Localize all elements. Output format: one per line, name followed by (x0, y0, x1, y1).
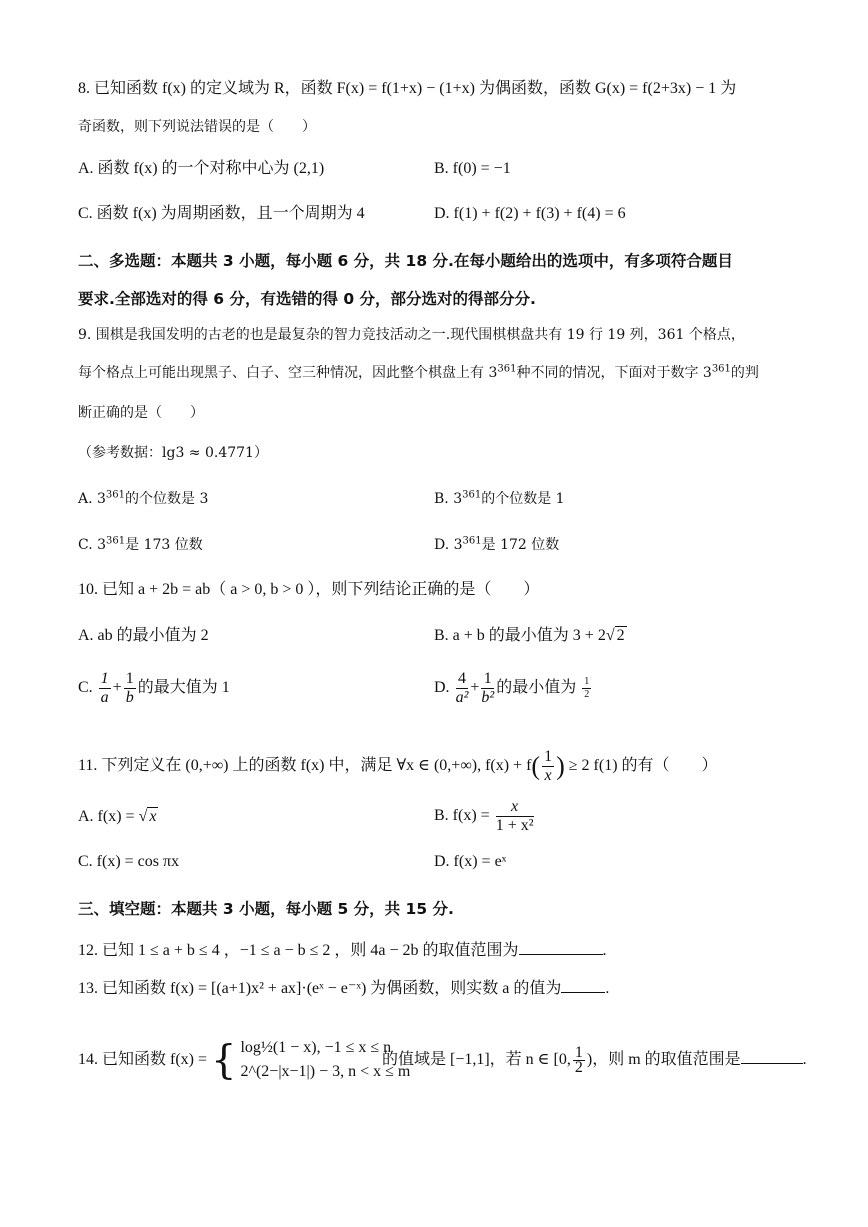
q10-option-d-text: 的最小值为 (496, 679, 577, 697)
q10-option-c-label: C. (78, 679, 93, 697)
sqrt-sign-icon: √ (605, 627, 615, 644)
q10-stem-equation: 10. 已知 a + 2b = ab (78, 581, 211, 598)
q11-stem-tail: ≥ 2 f(1) 的有（ ） (568, 757, 718, 775)
q10-stem-condition: （ a > 0, b > 0 ），则下列结论正确的是（ ） (210, 581, 540, 598)
q10-option-b-text: B. a + b 的最小值为 3 + 2 (434, 627, 606, 644)
q8-option-b: B. f(0) = −1 (434, 160, 511, 177)
q9-option-d-text: 是 172 位数 (481, 537, 560, 553)
q13-stem: 13. 已知函数 f(x) = [(a+1)x² + ax]·(eˣ − e⁻ˣ) 为偶函数，则实数 a 的值为 . (78, 980, 610, 997)
q9-option-a-text: 的个位数是 3 (125, 491, 209, 507)
q9-stem-part-c: 的判 (730, 365, 759, 381)
q11-stem-text: 11. 下列定义在 (0,+∞) 上的函数 f(x) 中，满足 ∀x ∈ (0,+∞), f(x) + f (78, 757, 532, 775)
q11-option-c: C. f(x) = cos πx (78, 853, 180, 870)
q9-stem-part-a: 每个格点上可能出现黑子、白子、空三种情况，因此整个棋盘上有 3 (78, 365, 498, 381)
answer-blank[interactable] (561, 978, 605, 993)
q10-option-d: D. $\frac{4}{\text{a²}}$ + $\frac{1}{\text{b²}}$ 的最小值为 $\frac{1}{2}$ (434, 670, 590, 706)
q9-stem-line-1: 9. 围棋是我国发明的古老的也是最复杂的智力竞技活动之一.现代围棋棋盘共有 19 行 19 列，361 个格点， (78, 327, 745, 343)
q14-question-text: )，则 m 的取值范围是 (586, 1051, 741, 1069)
q9-stem-line-3: 断正确的是（ ） (78, 405, 204, 421)
left-brace-icon: { (211, 1037, 237, 1084)
piece-case-1: log½(1 − x), −1 ≤ x ≤ n (240, 1039, 392, 1057)
q11-option-a-text: A. f(x) = (78, 808, 139, 825)
q14-stem-text: 14. 已知函数 f(x) = (78, 1051, 208, 1068)
fraction: $\frac{1}{2}$ (584, 676, 590, 700)
fraction: $\frac{4}{\text{a²}}$ (455, 670, 469, 706)
q14-stem-tail: 的值域是 [−1,1]，若 n ∈ [0, $\frac{1}{2}$ )，则 m 的取值范围是 . (382, 1044, 807, 1076)
q9-option-d-label: D. 3 (434, 537, 463, 553)
q14-stem (78, 1030, 410, 1090)
q9-exponent: 361 (497, 363, 517, 375)
q9-option-b-label: B. 3 (434, 491, 463, 507)
q10-option-a: A. ab 的最小值为 2 (78, 627, 209, 644)
q9-stem-part-b: 种不同的情况，下面对于数字 3 (516, 365, 712, 381)
sqrt-sign-icon: √ (138, 808, 148, 825)
fraction: $\frac{1}{\text{b²}}$ (481, 670, 495, 706)
q8-stem-line-2: 奇函数，则下列说法错误的是（ ） (78, 119, 316, 135)
q11-option-a-radicand: x (149, 808, 157, 825)
q10-stem (78, 579, 539, 601)
q10-option-c-text: 的最大值为 1 (137, 679, 230, 697)
q9-stem-line-2 (78, 362, 759, 384)
q12-stem: 12. 已知 1 ≤ a + b ≤ 4 ，−1 ≤ a − b ≤ 2 ，则 4a − 2b 的取值范围为 . (78, 942, 607, 959)
q9-option-c-label: C. 3 (78, 537, 107, 553)
fraction: $\frac{1}{2}$ (574, 1044, 583, 1076)
q10-option-b (434, 625, 627, 647)
q11-option-d: D. f(x) = eˣ (434, 853, 507, 870)
q9-exponent: 361 (105, 489, 126, 501)
q9-option-b (434, 488, 565, 510)
q11-option-b-text: B. f(x) = (434, 807, 490, 825)
fraction: $\frac{x}{\text{1 + x²}}$ (495, 798, 534, 834)
q12-stem-text: 12. 已知 1 ≤ a + b ≤ 4 ，−1 ≤ a − b ≤ 2 ，则 4a − 2b 的取值范围为 (78, 942, 519, 959)
q8-option-a: A. 函数 f(x) 的一个对称中心为 (2,1) (78, 160, 325, 177)
q10-option-c: C. $\frac{1}{a}$ + $\frac{1}{b}$ 的最大值为 1 (78, 670, 230, 706)
q11-stem: 11. 下列定义在 (0,+∞) 上的函数 f(x) 中，满足 ∀x ∈ (0,+∞), f(x) + f( $\frac{1}{x}$ ) ≥ 2 f(1) 的有（ ） (78, 748, 718, 784)
answer-blank[interactable] (519, 940, 603, 955)
q9-option-a-label: A. 3 (78, 491, 106, 507)
section-3-heading: 三、填空题：本题共 3 小题，每小题 5 分，共 15 分. (78, 900, 454, 918)
q9-option-c (78, 534, 203, 556)
q9-option-c-text: 是 173 位数 (125, 537, 203, 553)
section-2-heading-line-1: 二、多选题：本题共 3 小题，每小题 6 分，共 18 分.在每小题给出的选项中，有多项符合题目 (78, 252, 733, 270)
piece-case-2: 2^(2−|x−1|) − 3, n < x ≤ m (240, 1063, 411, 1081)
q11-option-b (434, 798, 536, 835)
fraction: $\frac{1}{a}$ (100, 670, 109, 706)
q11-option-a (78, 806, 158, 828)
q13-stem-text: 13. 已知函数 f(x) = [(a+1)x² + ax]·(eˣ − e⁻ˣ) 为偶函数，则实数 a 的值为 (78, 980, 562, 997)
q8-option-d: D. f(1) + f(2) + f(3) + f(4) = 6 (434, 205, 626, 222)
section-2-heading-line-2: 要求.全部选对的得 6 分，有选错的得 0 分，部分选对的得部分分. (78, 290, 536, 308)
answer-blank[interactable] (741, 1049, 803, 1064)
q9-option-a (78, 488, 208, 510)
q9-exponent: 361 (711, 363, 731, 375)
q10-option-d-label: D. (434, 679, 450, 697)
q9-exponent: 361 (462, 489, 482, 501)
q14-range-text: 的值域是 [−1,1]，若 n ∈ [0, (382, 1051, 571, 1069)
q8-stem-line-1: 8. 已知函数 f(x) 的定义域为 R，函数 F(x) = f(1+x) − (1+x) 为偶函数，函数 G(x) = f(2+3x) − 1 为 (78, 80, 737, 97)
q9-reference-data: （参考数据：lg3 ≈ 0.4771） (78, 445, 268, 461)
fraction: $\frac{1}{x}$ (544, 748, 553, 784)
q9-option-d (434, 534, 559, 556)
q9-exponent: 361 (106, 535, 126, 547)
q10-option-b-radicand: 2 (616, 627, 625, 644)
q9-exponent: 361 (462, 535, 482, 547)
q9-option-b-text: 的个位数是 1 (481, 491, 565, 507)
fraction: $\frac{1}{b}$ (125, 670, 134, 706)
q8-option-c: C. 函数 f(x) 为周期函数，且一个周期为 4 (78, 205, 365, 222)
